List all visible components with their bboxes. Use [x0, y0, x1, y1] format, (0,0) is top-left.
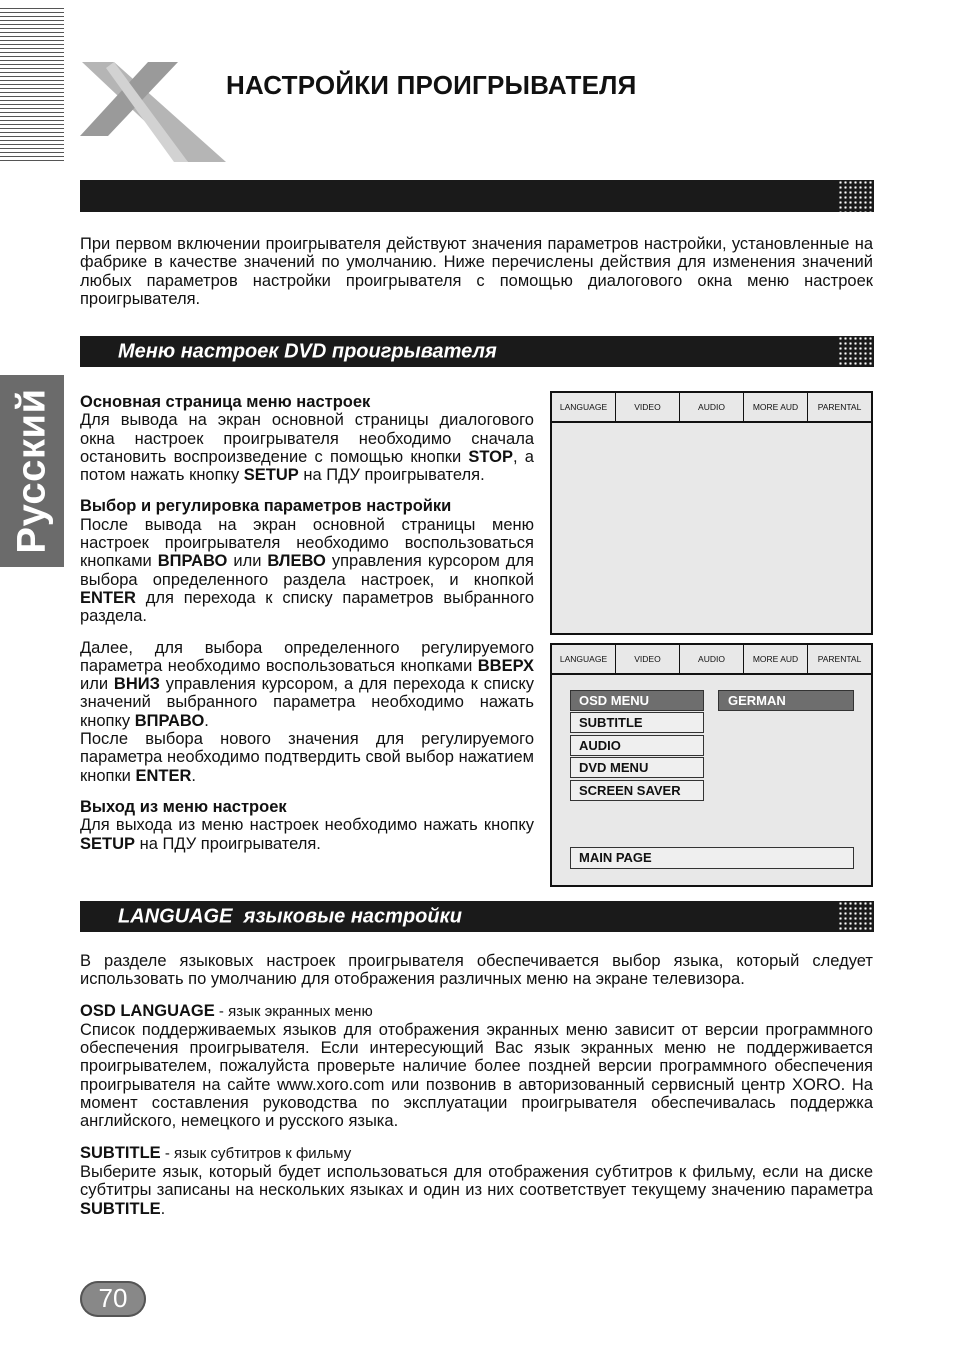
tab-language[interactable]: LANGUAGE — [552, 393, 616, 421]
key-name: SUBTITLE — [80, 1199, 161, 1218]
key-name: SETUP — [243, 466, 299, 485]
section-title-desc: языковые настройки — [243, 905, 462, 927]
term-desc: - язык субтитров к фильму — [160, 1144, 352, 1162]
key-name: ВПРАВО — [134, 711, 205, 730]
key-name: ВВЕРХ — [477, 656, 534, 675]
text: Для выхода из меню настроек необходимо нажать кнопку — [80, 816, 534, 835]
intro-paragraph: При первом включении проигрывателя действуют значения параметров настройки, установленные на фабрике в качестве значений по умолчанию. Ниже перечислены действия для изменения значений любых параметров настройки проигрывателя с помощью диалогового окна меню настроек проигрывателя. — [80, 235, 873, 308]
term: SUBTITLE — [80, 1143, 161, 1162]
text: управления курсором, а для перехода к списку значений выбранного параметра необходимо нажать кнопку — [80, 675, 534, 730]
text: или — [80, 675, 114, 694]
text: . — [160, 1199, 166, 1218]
text: . — [204, 711, 209, 730]
term: OSD LANGUAGE — [80, 1001, 215, 1020]
dots-pattern — [838, 901, 874, 932]
text: Далее, для выбора определенного регулируемого параметра необходимо воспользоваться кнопками — [80, 638, 534, 675]
tab-parental[interactable]: PARENTAL — [817, 402, 862, 412]
margin-stripes — [0, 8, 64, 163]
header-bar — [80, 180, 874, 212]
tab-more-aud[interactable]: MORE AUD — [744, 645, 808, 673]
menu-item-subtitle[interactable]: SUBTITLE — [570, 712, 704, 733]
text: управления курсором для выбора определенного раздела настроек, и кнопкой — [80, 552, 534, 589]
setup-screen-language — [550, 643, 873, 887]
osd-language-block — [80, 1002, 873, 1131]
tab-more-aud[interactable]: MORE AUD — [744, 393, 808, 421]
heading: Выбор и регулировка параметров настройки — [80, 497, 452, 516]
key-name: ВЛЕВО — [267, 552, 326, 571]
menu-item-audio[interactable]: AUDIO — [570, 735, 704, 756]
tab-video[interactable]: VIDEO — [616, 645, 680, 673]
tab-audio[interactable]: AUDIO — [680, 645, 744, 673]
screen-tabs — [552, 645, 871, 675]
menu-item-screen-saver[interactable]: SCREEN SAVER — [570, 780, 704, 801]
dots-pattern — [838, 336, 874, 367]
xoro-logo-icon — [78, 58, 228, 164]
select-block — [80, 497, 534, 625]
key-name: SETUP — [80, 834, 136, 853]
text: Список поддерживаемых языков для отображения экранных меню зависит от версии программного обеспечения проигрывателя. Если интересующий Вас язык экранных меню не поддерживается проигрывателем, пожалуйста проверьте наличие более поздней версии программного обеспечения проигрывателя на сайте www.xoro.com или позвонив в авторизованный сервисный центр XORO. На момент составления руководства по эксплуатации проигрывателя обеспечивалась поддержка английского, немецкого и русского языка. — [80, 1020, 873, 1131]
key-name: ENTER — [135, 766, 192, 785]
text: Для вывода на экран основной страницы диалогового окна настроек проигрывателя необходимо сначала остановить воспроизведение с помощью кнопки — [80, 411, 534, 466]
page-number: 70 — [98, 1283, 128, 1313]
section-title — [118, 905, 462, 928]
text: После выбора нового значения для регулируемого параметра необходимо подтвердить свой выбор нажатием кнопки — [80, 730, 534, 785]
screen-tabs — [552, 393, 871, 423]
main-page-button[interactable]: MAIN PAGE — [570, 847, 854, 869]
language-tab-label: Русский — [9, 388, 54, 554]
text: После вывода на экран основной страницы меню настроек проигрывателя необходимо воспользоваться кнопками — [80, 515, 534, 571]
text: для перехода к списку параметров выбранного раздела. — [80, 588, 534, 626]
key-name: ENTER — [80, 588, 136, 607]
page-title: НАСТРОЙКИ ПРОИГРЫВАТЕЛЯ — [226, 70, 637, 100]
section-bar-language — [80, 901, 874, 932]
key-name: ВНИЗ — [113, 675, 160, 694]
heading: Основная страница меню настроек — [80, 393, 371, 411]
language-intro: В разделе языковых настроек проигрывателя обеспечивается выбор языка, который следует использовать по умолчанию для отображения различных меню на экране телевизора. — [80, 952, 873, 989]
text: , а потом нажать кнопку — [80, 447, 534, 485]
menu-item-osd-menu[interactable]: OSD MENU — [570, 690, 704, 711]
setup-screen-empty — [550, 391, 873, 635]
text: Выберите язык, который будет использоваться для отображения субтитров к фильму, если на диске субтитры записаны на нескольких языках и один из них соответствует текущему значению параметра — [80, 1162, 873, 1200]
tab-parental[interactable]: PARENTAL — [817, 654, 862, 664]
dots-pattern — [838, 180, 874, 212]
menu-item-dvd-menu[interactable]: DVD MENU — [570, 757, 704, 778]
language-tab — [0, 375, 64, 567]
tab-video[interactable]: VIDEO — [616, 393, 680, 421]
text: или — [227, 552, 268, 571]
section-title: Меню настроек DVD проигрывателя — [118, 340, 497, 362]
page-number-badge — [80, 1281, 146, 1317]
subtitle-block — [80, 1144, 873, 1218]
section-title-term: LANGUAGE — [118, 905, 233, 927]
exit-block — [80, 798, 534, 853]
main-page-block — [80, 393, 534, 484]
section-bar-setup-menu — [80, 336, 874, 367]
text: . — [191, 766, 196, 785]
key-name: ВПРАВО — [157, 552, 228, 571]
tab-audio[interactable]: AUDIO — [680, 393, 744, 421]
key-name: STOP — [468, 447, 514, 466]
selected-value[interactable]: GERMAN — [718, 690, 854, 711]
text: на ПДУ проигрывателя. — [298, 466, 485, 485]
next-block — [80, 639, 534, 785]
text: на ПДУ проигрывателя. — [135, 834, 321, 853]
tab-language[interactable]: LANGUAGE — [552, 645, 616, 673]
term-desc: - язык экранных меню — [214, 1002, 373, 1020]
heading: Выход из меню настроек — [80, 797, 287, 816]
